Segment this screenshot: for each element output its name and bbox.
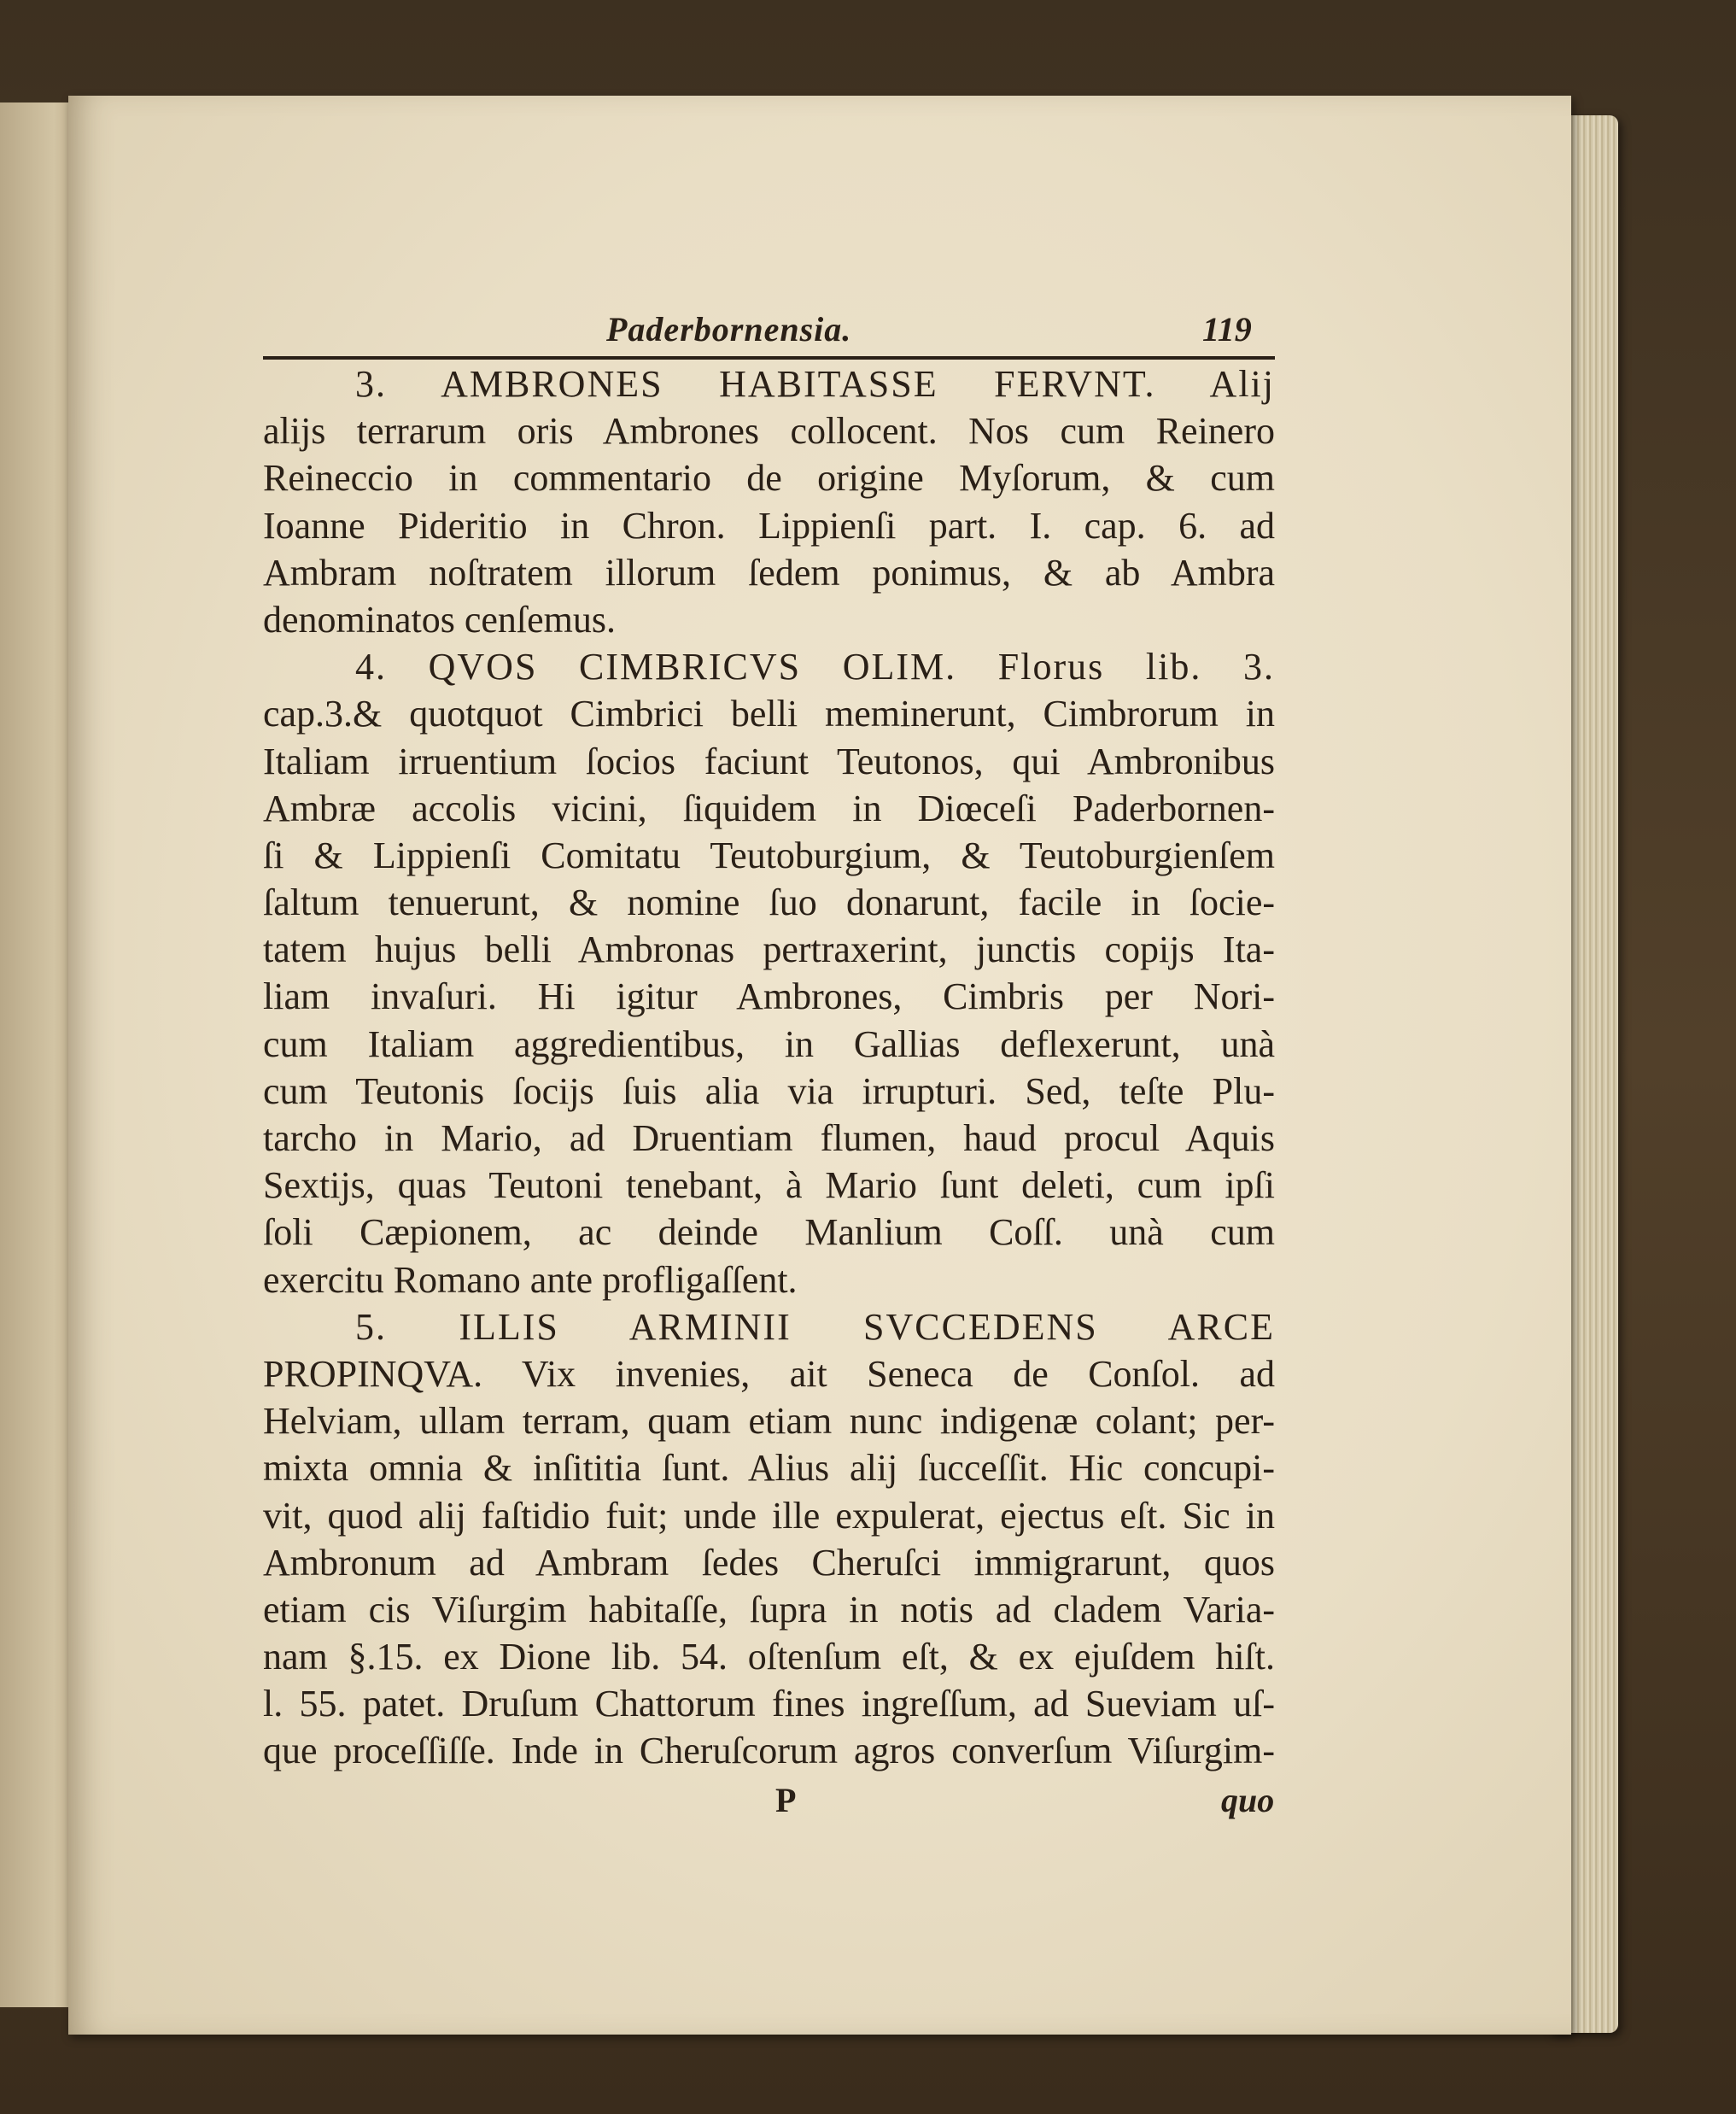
- text-line: 5. ILLIS ARMINII SVCCEDENS ARCE: [355, 1305, 1275, 1348]
- text-line: vit, quod alij faſtidio fuit; unde ille expulerat, ejectus eſt. Sic in: [263, 1494, 1275, 1537]
- text-line: l. 55. patet. Druſum Chattorum fines ingreſſum, ad Sueviam uſ-: [263, 1683, 1275, 1725]
- running-head: Paderbornensia.: [606, 310, 852, 348]
- text-line: denominatos cenſemus.: [263, 598, 617, 641]
- text-line: tatem hujus belli Ambronas pertraxerint, junctis copijs Ita-: [263, 928, 1275, 971]
- text-line: PROPINQVA. Vix invenies, ait Seneca de Conſol. ad: [263, 1352, 1275, 1395]
- text-line: Reineccio in commentario de origine Myſorum, & cum: [263, 457, 1275, 500]
- text-line: cap.3.& quotquot Cimbrici belli meminerunt, Cimbrorum in: [263, 693, 1275, 735]
- text-line: etiam cis Viſurgim habitaſſe, ſupra in notis ad cladem Varia-: [263, 1588, 1275, 1631]
- text-line: exercitu Romano ante profligaſſent.: [263, 1258, 798, 1301]
- text-line: ſoli Cæpionem, ac deinde Manlium Coſſ. unà cum: [263, 1211, 1275, 1254]
- text-line: alijs terrarum oris Ambrones collocent. Nos cum Reinero: [263, 410, 1275, 453]
- text-line: 3. AMBRONES HABITASSE FERVNT. Alij: [355, 363, 1275, 405]
- text-line: Ambræ accolis vicini, ſiquidem in Diœceſi Paderbornen-: [263, 787, 1275, 829]
- text-line: Ioanne Pideritio in Chron. Lippienſi part. I. cap. 6. ad: [263, 504, 1275, 547]
- text-line: que proceſſiſſe. Inde in Cheruſcorum agros converſum Viſurgim-: [263, 1730, 1275, 1772]
- text-line: cum Italiam aggredientibus, in Gallias deflexerunt, unà: [263, 1022, 1275, 1065]
- body-text: [263, 360, 1275, 1775]
- book-page: [68, 96, 1571, 2035]
- text-line: Ambram noſtratem illorum ſedem ponimus, & ab Ambra: [263, 551, 1275, 594]
- text-line: ſi & Lippienſi Comitatu Teutoburgium, & Teutoburgienſem: [263, 834, 1275, 876]
- text-line: Ambronum ad Ambram ſedes Cheruſci immigrarunt, quos: [263, 1541, 1275, 1584]
- text-line: cum Teutonis ſocijs ſuis alia via irrupturi. Sed, teſte Plu-: [263, 1069, 1275, 1112]
- catchword: quo: [1221, 1781, 1275, 1819]
- text-line: nam §.15. ex Dione lib. 54. oſtenſum eſt, & ex ejuſdem hiſt.: [263, 1636, 1275, 1678]
- signature-mark: P: [775, 1781, 797, 1819]
- text-line: tarcho in Mario, ad Druentiam flumen, haud procul Aquis: [263, 1117, 1275, 1159]
- text-line: Sextijs, quas Teutoni tenebant, à Mario ſunt deleti, cum ipſi: [263, 1164, 1275, 1207]
- header-rule: [263, 356, 1275, 360]
- facing-page-edge: [0, 102, 79, 2007]
- text-line: mixta omnia & inſititia ſunt. Alius alij ſucceſſit. Hic concupi-: [263, 1447, 1275, 1490]
- page-number: 119: [1202, 310, 1252, 348]
- text-line: liam invaſuri. Hi igitur Ambrones, Cimbris per Nori-: [263, 975, 1275, 1018]
- text-line: ſaltum tenuerunt, & nomine ſuo donarunt, facile in ſocie-: [263, 881, 1275, 924]
- text-line: 4. QVOS CIMBRICVS OLIM. Florus lib. 3.: [355, 646, 1275, 688]
- text-line: Italiam irruentium ſocios faciunt Teutonos, qui Ambronibus: [263, 740, 1275, 782]
- text-line: Helviam, ullam terram, quam etiam nunc indigenæ colant; per-: [263, 1400, 1275, 1443]
